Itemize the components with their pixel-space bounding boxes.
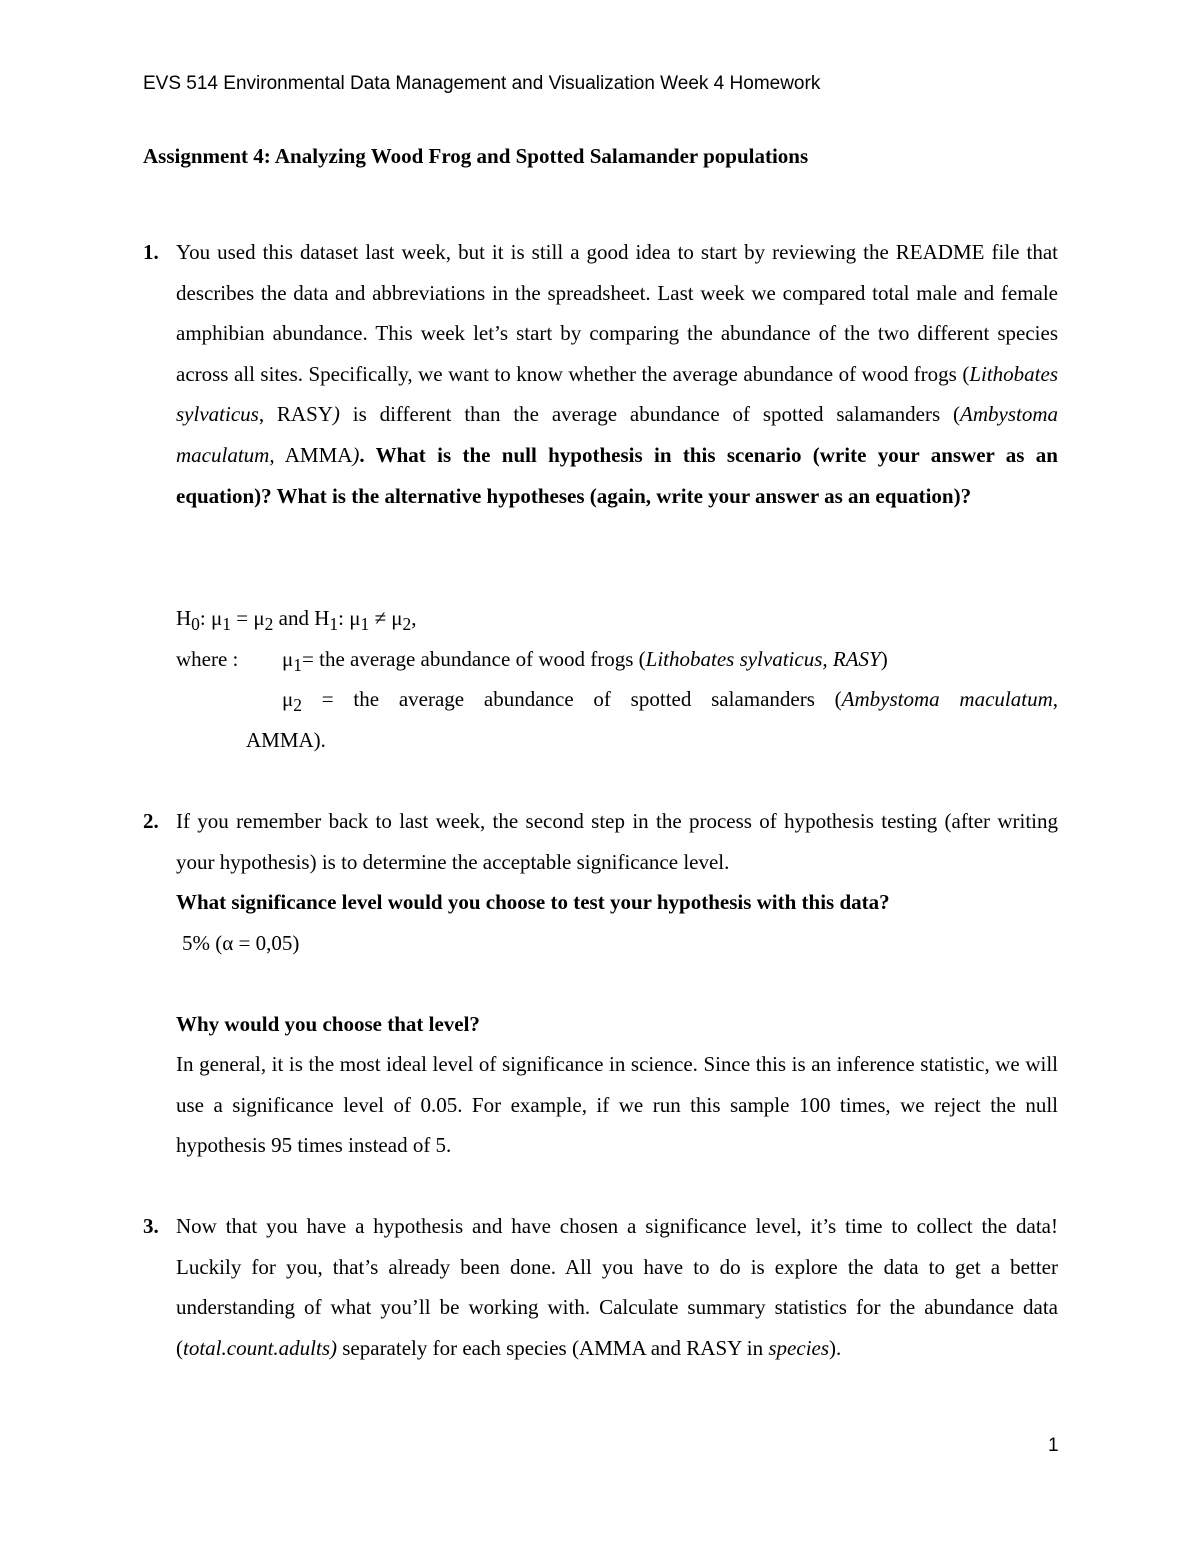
q1-paren-b: ) bbox=[332, 402, 340, 427]
question-2-why: Why would you choose that level? bbox=[176, 1012, 480, 1036]
question-3-text: Now that you have a hypothesis and have chosen a significance level, it’s time to collect the data! Luckily for you, that’s already been done. All you have to do is explore the data to get a better understanding of what you’ll be working with. Calculate summary statistics for the abundance data (total.count.adults) separately for each species (AMMA and RASY in species). bbox=[176, 1214, 1058, 1360]
where-label: where : bbox=[176, 647, 239, 671]
mu2-definition: $\mu_2$ = the average abundance of spotted salamanders (Ambystoma maculatum, bbox=[282, 687, 1058, 716]
q3-species-field: species bbox=[768, 1335, 830, 1360]
q1-text-a: You used this dataset last week, but it is still a good idea to start by reviewing the README file that describes the data and abbreviations in the spreadsheet. Last week we compared total male and female amphibian abundance. This week let’s start by comparing the abundance of the two different species across all sites. Specifically, we want to know whether the average abundance of wood frogs ( bbox=[176, 240, 1058, 386]
question-2-bold-question: What significance level would you choose to test your hypothesis with this data? bbox=[176, 890, 890, 914]
q1-bold-question: . What is the null hypothesis in this scenario (write your answer as an equation)? What is the alternative hypotheses (again, write your answer as an equation)? bbox=[176, 442, 1058, 508]
question-2-text: If you remember back to last week, the second step in the process of hypothesis testing (after writing your hypothesis) is to determine the acceptable significance level. bbox=[176, 809, 1058, 874]
significance-answer: 5% (α = 0,05) bbox=[182, 931, 300, 955]
question-1-number: 1. bbox=[143, 240, 159, 264]
question-3-number: 3. bbox=[143, 1214, 159, 1238]
question-2-number: 2. bbox=[143, 809, 159, 833]
q1-text-c: is different than the average abundance of spotted salamanders ( bbox=[339, 402, 960, 427]
q1-species-amma: Ambystoma maculatum bbox=[176, 402, 1058, 467]
question-1-text bbox=[176, 232, 1058, 516]
page-header: EVS 514 Environmental Data Management and Visualization Week 4 Homework bbox=[143, 73, 821, 94]
q1-text-d: , AMMA bbox=[269, 442, 353, 467]
mu1-definition: $\mu_1=$ the average abundance of wood frogs (Lithobates sylvaticus, RASY) bbox=[282, 647, 888, 676]
hypothesis-equation: $H_0$: $\mu_1 = \mu_2$ and $H_1$: $\mu_1 \ne \mu_2$, bbox=[176, 606, 417, 635]
assignment-title: Assignment 4: Analyzing Wood Frog and Spotted Salamander populations bbox=[143, 144, 809, 168]
q1-paren-d: ) bbox=[352, 442, 360, 467]
question-2-why-answer: In general, it is the most ideal level of significance in science. Since this is an inference statistic, we will use a significance level of 0.05. For example, if we run this sample 100 times, we reject the null hypothesis 95 times instead of 5. bbox=[176, 1052, 1058, 1158]
q3-field-name: total.count.adults bbox=[183, 1335, 330, 1360]
q1-text-b: , RASY bbox=[258, 402, 333, 427]
q1-species-rasy: Lithobates sylvaticus bbox=[176, 361, 1058, 427]
mu2-definition-continued: AMMA). bbox=[246, 728, 326, 752]
page-number: 1 bbox=[1048, 1435, 1059, 1456]
